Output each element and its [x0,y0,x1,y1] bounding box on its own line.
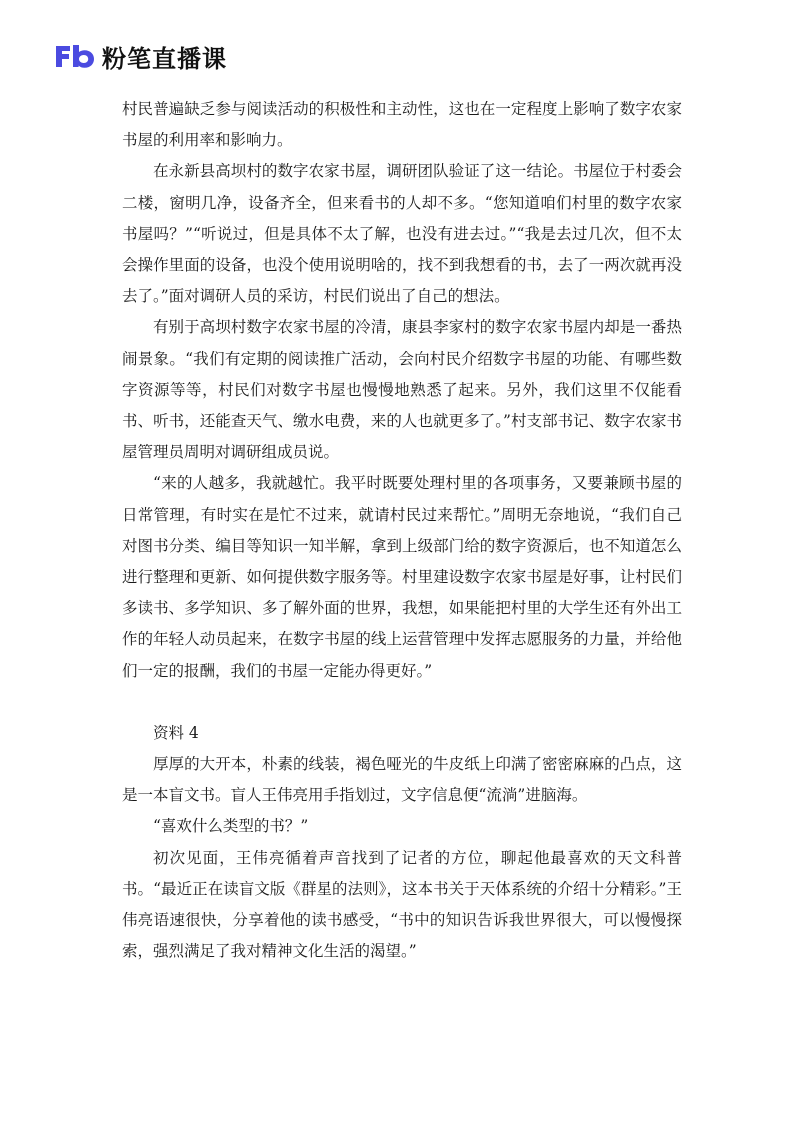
page-header [54,40,227,72]
section-title: 资料 4 [153,723,199,742]
paragraph: 初次见面，王伟亮循着声音找到了记者的方位，聊起他最喜欢的天文科普书。“最近正在读盲文版《群星的法则》，这本书关于天体系统的介绍十分精彩。”王伟亮语速很快，分享着他的读书感受，“书中的知识告诉我世界很大，可以慢慢探索，强烈满足了我对精神文化生活的渴望。” [122,848,682,961]
article-body [122,94,682,967]
brand-name: 粉笔直播课 [102,44,227,73]
paragraph: “来的人越多，我就越忙。我平时既要处理村里的各项事务，又要兼顾书屋的日常管理，有时实在是忙不过来，就请村民过来帮忙。”周明无奈地说，“我们自己对图书分类、编目等知识一知半解，拿到上级部门给的数字资源后，也不知道怎么进行整理和更新、如何提供数字服务等。村里建设数字农家书屋是好事，让村民们多读书、多学知识、多了解外面的世界，我想，如果能把村里的大学生还有外出工作的年轻人动员起来，在数字书屋的线上运营管理中发挥志愿服务的力量，并给他们一定的报酬，我们的书屋一定能办得更好。” [122,474,682,680]
fenbi-logo-icon [54,42,96,70]
paragraph: 有别于高坝村数字农家书屋的冷清，康县李家村的数字农家书屋内却是一番热闹景象。“我们有定期的阅读推广活动，会向村民介绍数字书屋的功能、有哪些数字资源等等，村民们对数字书屋也慢慢地熟悉了起来。另外，我们这里不仅能看书、听书，还能查天气、缴水电费，来的人也就更多了。”村支部书记、数字农家书屋管理员周明对调研组成员说。 [122,318,682,462]
paragraph: 村民普遍缺乏参与阅读活动的积极性和主动性，这也在一定程度上影响了数字农家书屋的利用率和影响力。 [122,100,682,150]
section-gap [122,687,682,718]
paragraph: 在永新县高坝村的数字农家书屋，调研团队验证了这一结论。书屋位于村委会二楼，窗明几净，设备齐全，但来看书的人却不多。“您知道咱们村里的数字农家书屋吗？”“听说过，但是具体不太了解，也没有进去过。”“我是去过几次，但不太会操作里面的设备，也没个使用说明啥的，找不到我想看的书，去了一两次就再没去了。”面对调研人员的采访，村民们说出了自己的想法。 [122,162,682,306]
paragraph: “喜欢什么类型的书？” [153,817,309,836]
paragraph: 厚厚的大开本，朴素的线装，褐色哑光的牛皮纸上印满了密密麻麻的凸点，这是一本盲文书。盲人王伟亮用手指划过，文字信息便“流淌”进脑海。 [122,755,682,805]
